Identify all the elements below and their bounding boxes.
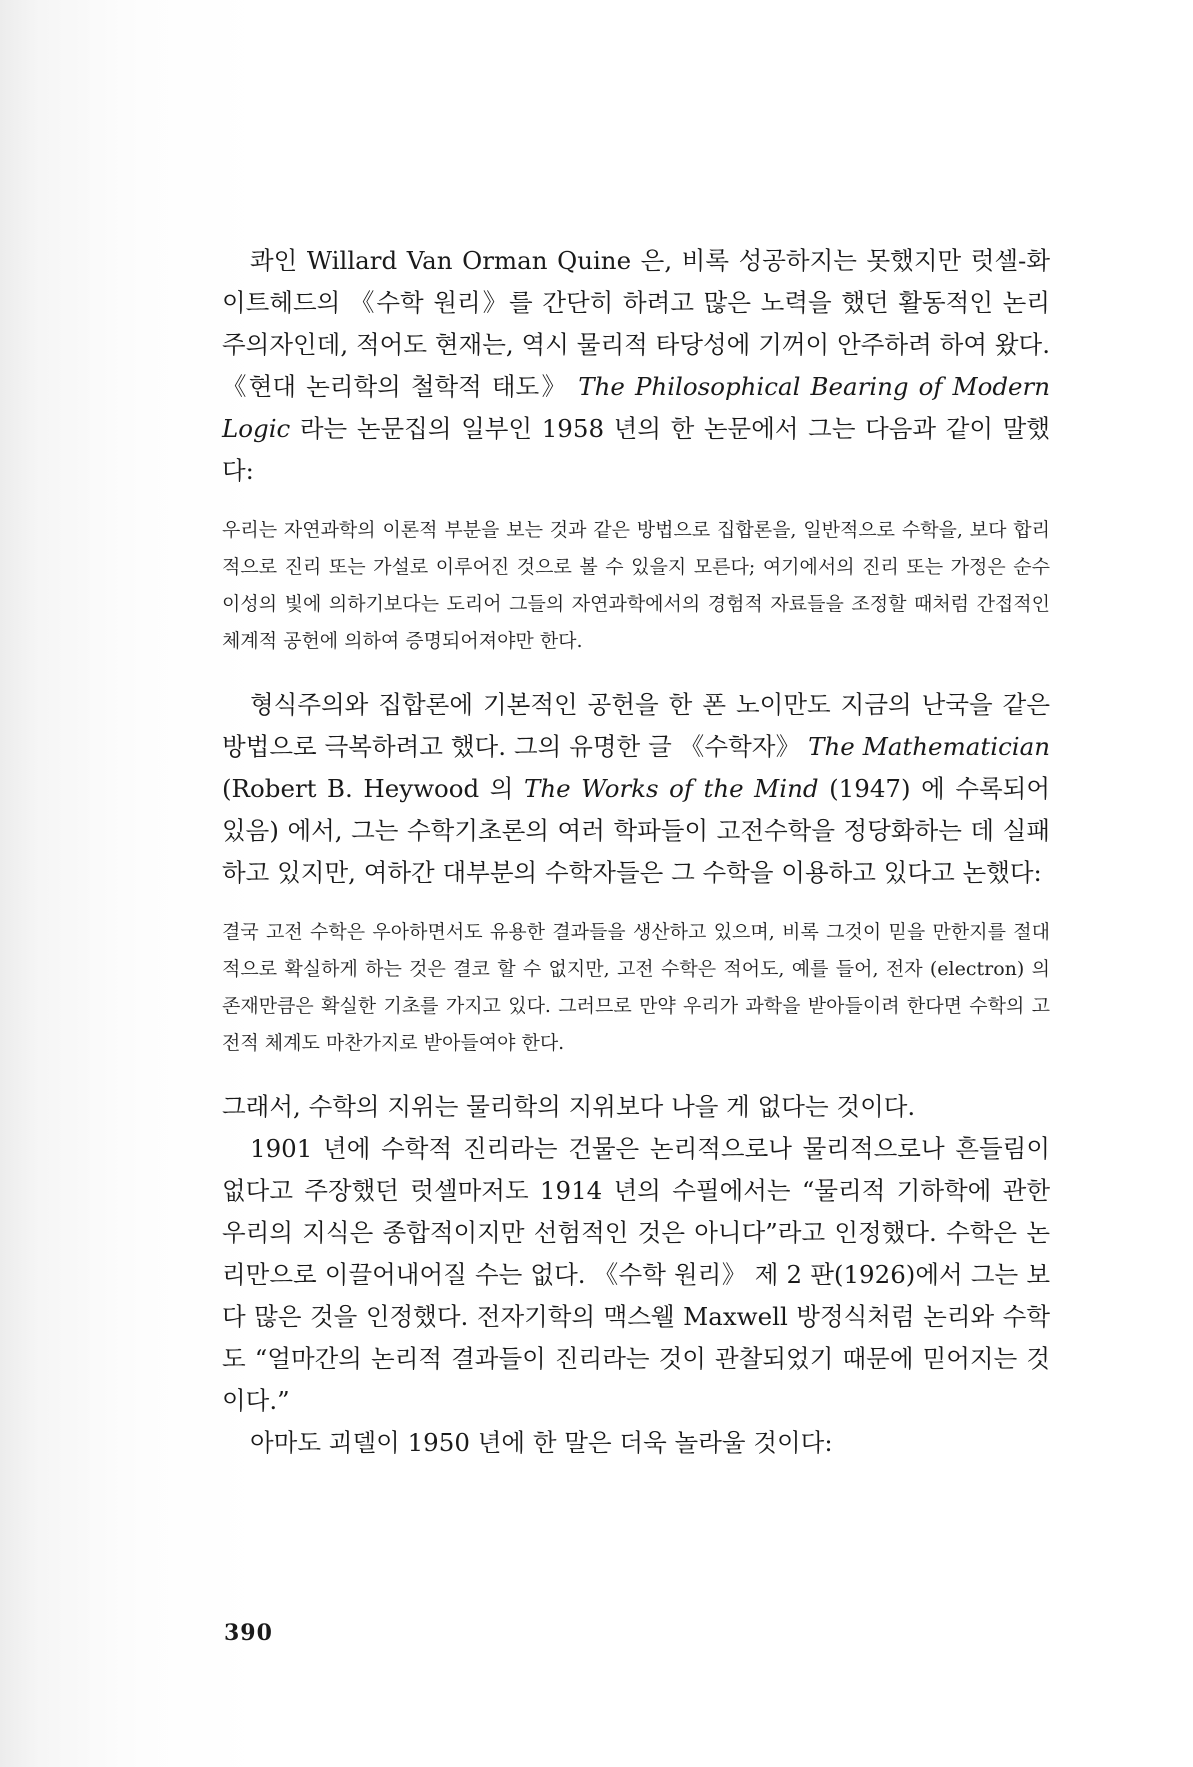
text-run: 1901 년에 수학적 진리라는 건물은 논리적으로나 물리적으로나 흔들림이 없다고 주장했던 럿셀마저도 1914 년의 수필에서는 “물리적 기하학에 관한 우리의 지식은 종합적이지만 선험적인 것은 아니다”라고 인정했다. 수학은 논리만으로 이끌어내어질 수는 없다. 《수학 원리》 제 2 판(1926)에서 그는 보다 많은 것을 인정했다. 전자기학의 맥스웰 Maxwell 방정식처럼 논리와 수학도 “얼마간의 논리적 결과들이 진리라는 것이 관찰되었기 때문에 믿어지는 것이다.” <box>222 1134 1050 1415</box>
book-title-italic: The Philosophical Bearing of Modern Logic <box>222 372 1050 443</box>
article-title-italic: The Mathematician <box>808 732 1051 761</box>
quote-text: 우리는 자연과학의 이론적 부분을 보는 것과 같은 방법으로 집합론을, 일반적으로 수학을, 보다 합리적으로 진리 또는 가설로 이루어진 것으로 볼 수 있을지 모른다; 여기에서의 진리 또는 가정은 순수 이성의 빛에 의하기보다는 도리어 그들의 자연과학에서의 경험적 자료들을 조정할 때처럼 간접적인 체계적 공헌에 의하여 증명되어져야만 한다. <box>222 519 1050 652</box>
page-number: 390 <box>224 1620 273 1646</box>
paragraph-conclusion <box>222 1086 1050 1128</box>
book-title-italic: The Works of the Mind <box>524 774 819 803</box>
paragraph-russell <box>222 1128 1050 1422</box>
text-run: (1947) 에 수록되어 있음) 에서, 그는 수학기초론의 여러 학파들이 고전수학을 정당화하는 데 실패하고 있지만, 여하간 대부분의 수학자들은 그 수학을 이용하고 있다고 논했다: <box>222 774 1051 887</box>
text-run: 콰인 Willard Van Orman Quine 은, 비록 성공하지는 못했지만 럿셀-화이트헤드의 《수학 원리》를 간단히 하려고 많은 노력을 했던 활동적인 논리주의자인데, 적어도 현재는, 역시 물리적 타당성에 기꺼이 안주하려 하여 왔다. 《현대 논리학의 철학적 태도》 <box>222 246 1050 401</box>
text-run: 라는 논문집의 일부인 1958 년의 한 논문에서 그는 다음과 같이 말했다: <box>222 414 1050 485</box>
paragraph-quine <box>222 240 1050 492</box>
text-run: 아마도 괴델이 1950 년에 한 말은 더욱 놀라울 것이다: <box>250 1428 833 1457</box>
page-body <box>222 240 1050 1464</box>
paragraph-von-neumann <box>222 684 1050 894</box>
text-run: (Robert B. Heywood 의 <box>222 774 525 803</box>
paragraph-goedel <box>222 1422 1050 1464</box>
text-run: 그래서, 수학의 지위는 물리학의 지위보다 나을 게 없다는 것이다. <box>222 1092 916 1121</box>
blockquote-von-neumann <box>222 914 1050 1062</box>
quote-text: 결국 고전 수학은 우아하면서도 유용한 결과들을 생산하고 있으며, 비록 그것이 믿을 만한지를 절대적으로 확실하게 하는 것은 결코 할 수 없지만, 고전 수학은 적어도, 예를 들어, 전자 (electron) 의 존재만큼은 확실한 기초를 가지고 있다. 그러므로 만약 우리가 과학을 받아들이려 한다면 수학의 고전적 체계도 마찬가지로 받아들여야 한다. <box>222 921 1050 1054</box>
text-run: 형식주의와 집합론에 기본적인 공헌을 한 폰 노이만도 지금의 난국을 같은 방법으로 극복하려고 했다. 그의 유명한 글 《수학자》 <box>222 690 1050 761</box>
blockquote-quine <box>222 512 1050 660</box>
